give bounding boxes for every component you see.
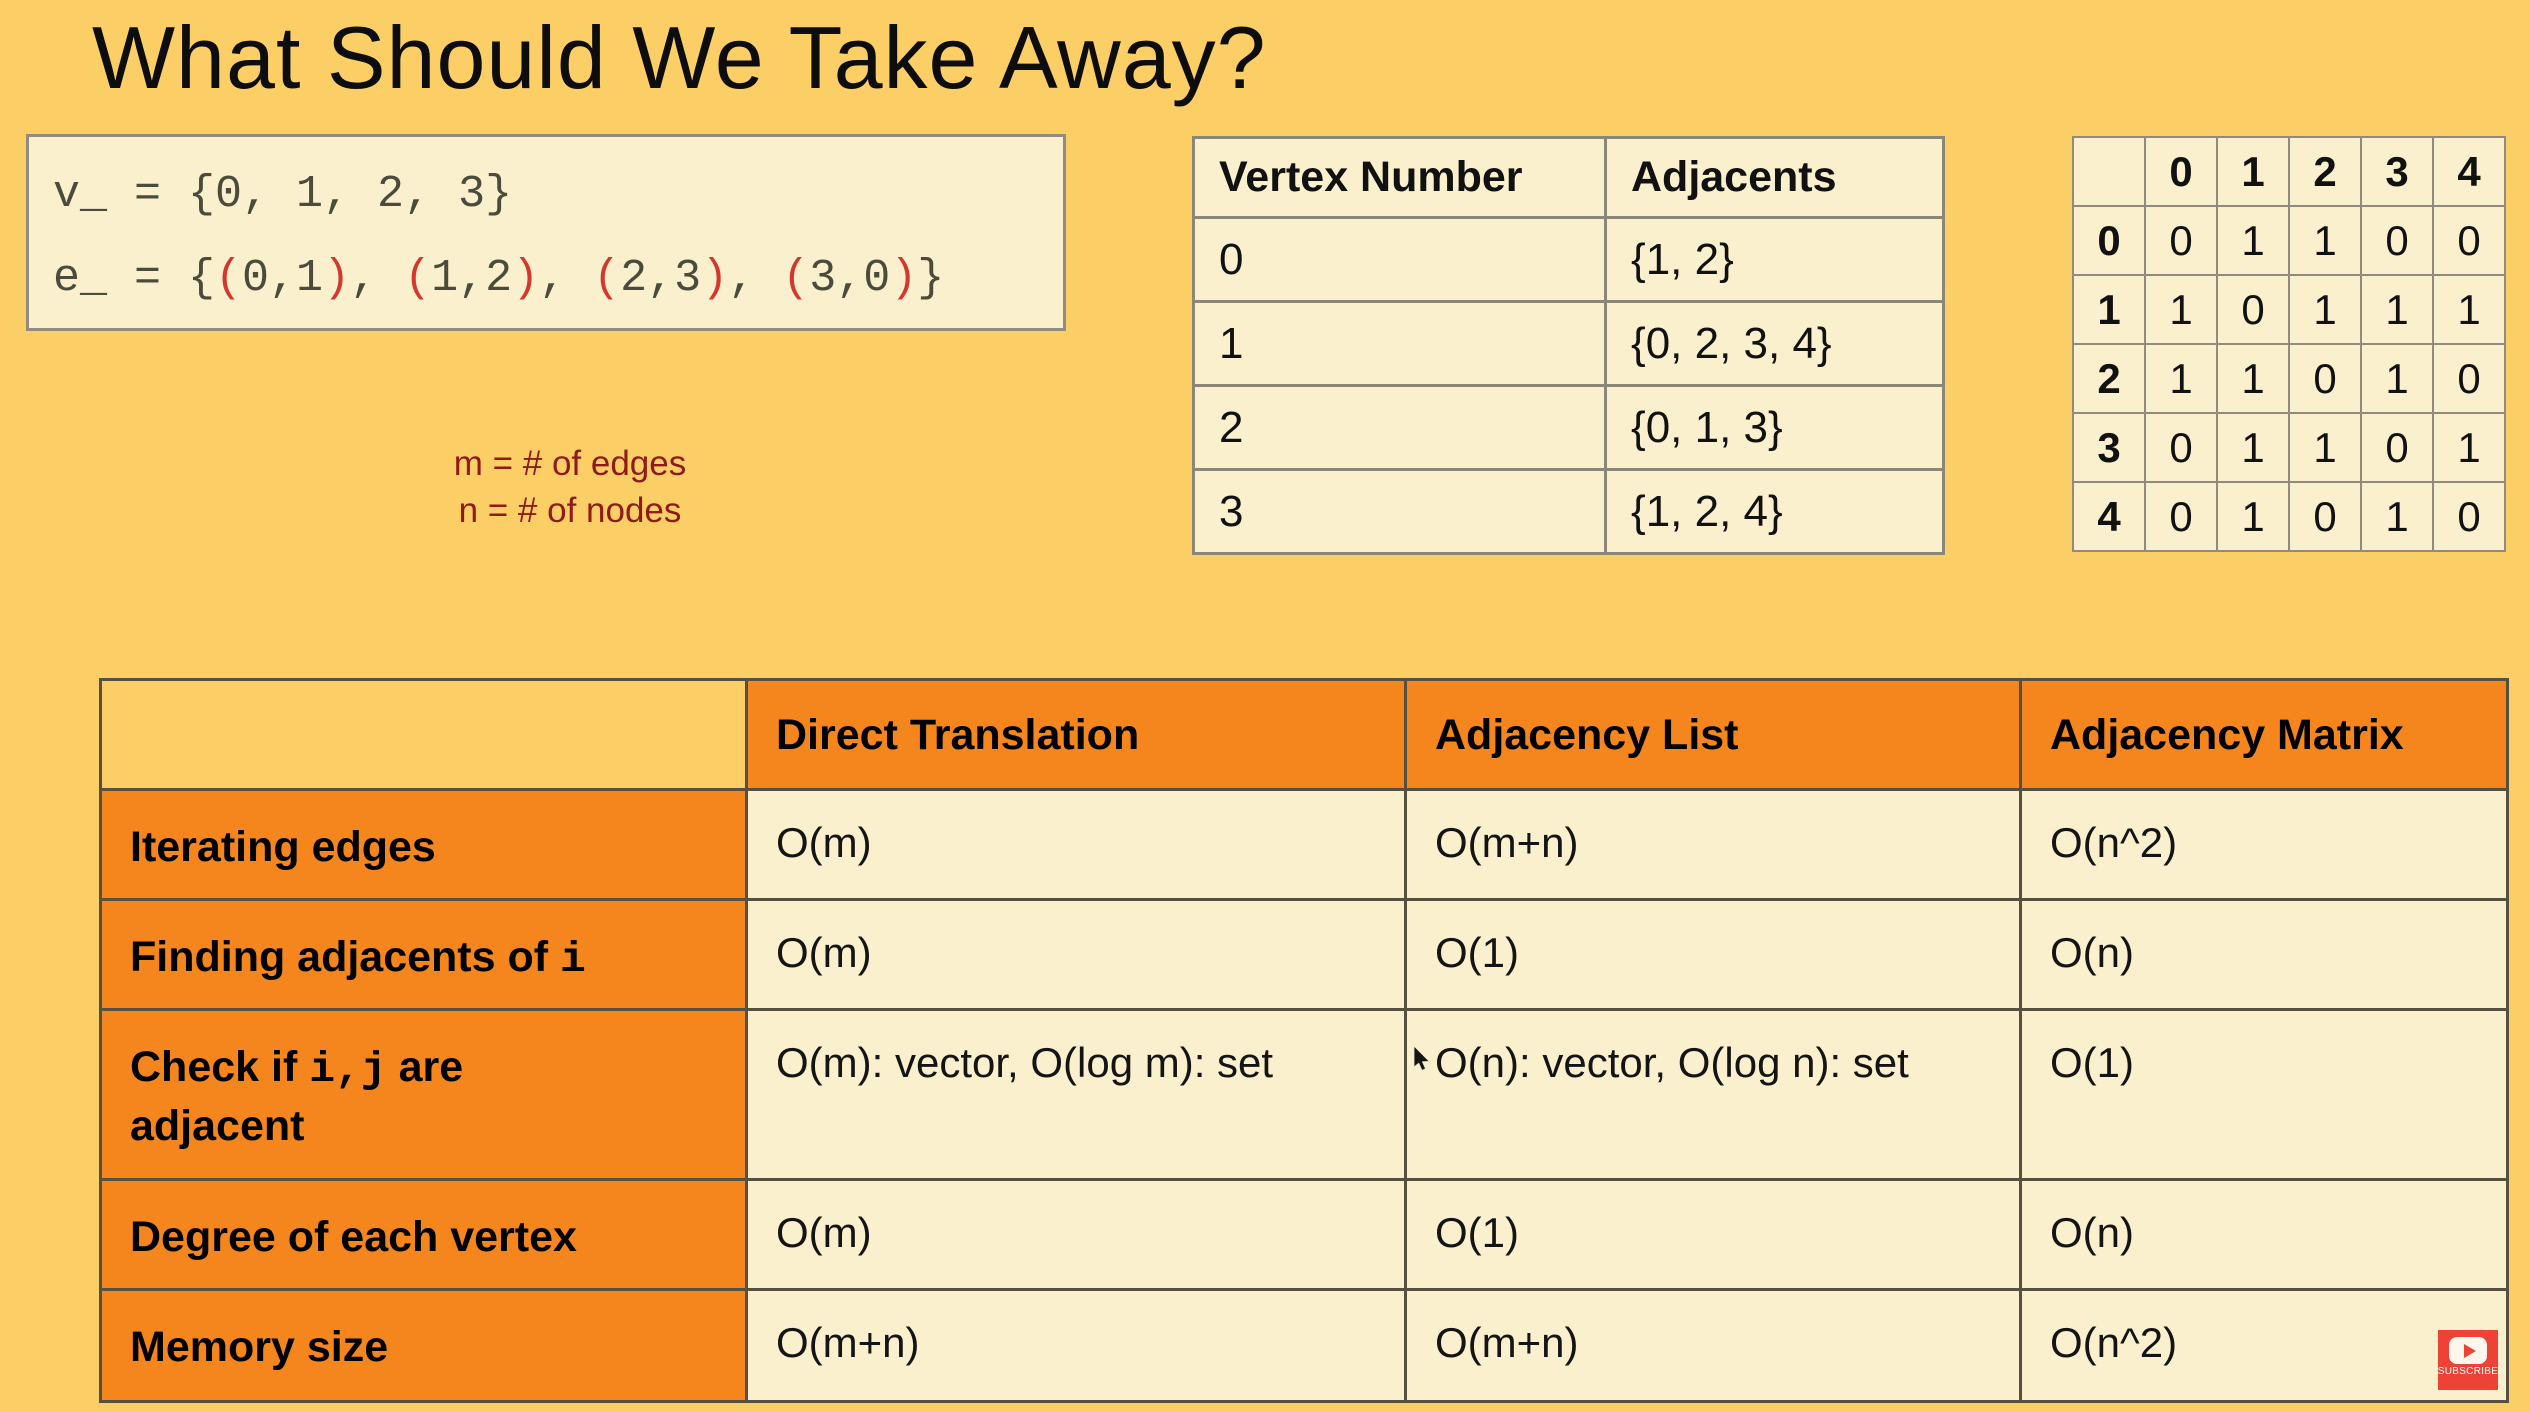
comparison-value-cell: O(m+n) [747,1290,1406,1402]
matrix-col-header: 3 [2361,137,2433,206]
cursor-arrow-icon [1412,1046,1434,1072]
complexity-comparison-table [99,678,2509,1403]
matrix-cell: 1 [2289,206,2361,275]
vertex-table-header-cell: Adjacents [1606,138,1944,218]
table-row [1194,302,1944,386]
matrix-row-header: 4 [2073,482,2145,551]
matrix-cell: 0 [2361,206,2433,275]
matrix-cell: 1 [2361,275,2433,344]
matrix-cell: 0 [2145,413,2217,482]
table-row [101,790,2508,900]
matrix-cell: 1 [2289,275,2361,344]
subscribe-button[interactable] [2438,1330,2498,1390]
comparison-row-label: Degree of each vertex [101,1180,747,1290]
vertex-table-cell: 3 [1194,470,1606,554]
edges-nodes-legend [400,440,740,534]
table-row [1194,386,1944,470]
legend-nodes-line: n = # of nodes [458,491,682,530]
matrix-cell: 0 [2145,482,2217,551]
table-row [1194,470,1944,554]
comparison-value-cell: O(m) [747,790,1406,900]
comparison-col-header: Adjacency List [1406,680,2021,790]
matrix-cell: 0 [2145,206,2217,275]
table-row [1194,138,1944,218]
comparison-value-cell: O(1) [1406,900,2021,1010]
matrix-col-header: 1 [2217,137,2289,206]
vertex-table-header-cell: Vertex Number [1194,138,1606,218]
matrix-cell: 0 [2289,344,2361,413]
matrix-cell: 0 [2217,275,2289,344]
comparison-value-cell: O(m): vector, O(log m): set [747,1010,1406,1180]
matrix-cell: 1 [2433,413,2505,482]
table-row [2073,413,2505,482]
matrix-cell: 0 [2433,482,2505,551]
matrix-row-header: 3 [2073,413,2145,482]
matrix-cell: 1 [2145,344,2217,413]
matrix-cell: 0 [2433,344,2505,413]
vertex-table-cell: 1 [1194,302,1606,386]
slide-title: What Should We Take Away? [92,8,1267,107]
matrix-cell: 1 [2217,206,2289,275]
comparison-value-cell: O(n^2) [2021,790,2508,900]
comparison-corner-cell [101,680,747,790]
comparison-value-cell: O(n) [2021,900,2508,1010]
comparison-row-label: Finding adjacents of i [101,900,747,1010]
table-row [2073,206,2505,275]
table-row [2073,137,2505,206]
matrix-cell: 0 [2361,413,2433,482]
youtube-play-icon [2449,1337,2487,1364]
table-row [2073,344,2505,413]
code-line: e_ = {(0,1), (1,2), (2,3), (3,0)} [53,253,945,304]
matrix-cell: 1 [2361,482,2433,551]
table-row [2073,482,2505,551]
table-row [1194,218,1944,302]
matrix-col-header: 2 [2289,137,2361,206]
matrix-cell: 1 [2145,275,2217,344]
matrix-row-header: 1 [2073,275,2145,344]
matrix-cell: 0 [2433,206,2505,275]
matrix-row-header: 2 [2073,344,2145,413]
vertex-table-cell: {0, 2, 3, 4} [1606,302,1944,386]
mouse-cursor [1412,1046,1434,1077]
comparison-value-cell: O(m) [747,900,1406,1010]
vertex-table-cell: 2 [1194,386,1606,470]
matrix-corner-cell [2073,137,2145,206]
matrix-cell: 0 [2289,482,2361,551]
graph-definition-code-box [26,134,1066,331]
comparison-value-cell: O(m+n) [1406,790,2021,900]
vertex-table-cell: {0, 1, 3} [1606,386,1944,470]
comparison-col-header: Adjacency Matrix [2021,680,2508,790]
comparison-value-cell: O(n) [2021,1180,2508,1290]
subscribe-label: SUBSCRIBE [2437,1366,2499,1377]
vertex-table-cell: 0 [1194,218,1606,302]
table-row [101,1180,2508,1290]
table-row [101,1290,2508,1402]
table-row [101,680,2508,790]
comparison-value-cell: O(m) [747,1180,1406,1290]
vertex-table-cell: {1, 2, 4} [1606,470,1944,554]
matrix-cell: 1 [2361,344,2433,413]
table-row [101,900,2508,1010]
comparison-value-cell: O(m+n) [1406,1290,2021,1402]
comparison-row-label: Memory size [101,1290,747,1402]
table-row [2073,275,2505,344]
comparison-row-label: Check if i,j are adjacent [101,1010,747,1180]
play-triangle-icon [2464,1344,2476,1358]
comparison-value-cell: O(n): vector, O(log n): set [1406,1010,2021,1180]
legend-edges-line: m = # of edges [453,444,687,483]
comparison-value-cell: O(1) [1406,1180,2021,1290]
matrix-cell: 1 [2289,413,2361,482]
vertex-adjacents-table [1192,136,1945,555]
matrix-cell: 1 [2433,275,2505,344]
matrix-cell: 1 [2217,344,2289,413]
vertex-table-cell: {1, 2} [1606,218,1944,302]
adjacency-matrix-table [2072,136,2506,552]
matrix-col-header: 4 [2433,137,2505,206]
comparison-value-cell: O(n^2) [2021,1290,2508,1402]
code-line: v_ = {0, 1, 2, 3} [53,169,513,220]
comparison-row-label: Iterating edges [101,790,747,900]
matrix-cell: 1 [2217,413,2289,482]
comparison-value-cell: O(1) [2021,1010,2508,1180]
matrix-cell: 1 [2217,482,2289,551]
matrix-row-header: 0 [2073,206,2145,275]
matrix-col-header: 0 [2145,137,2217,206]
comparison-col-header: Direct Translation [747,680,1406,790]
table-row [101,1010,2508,1180]
